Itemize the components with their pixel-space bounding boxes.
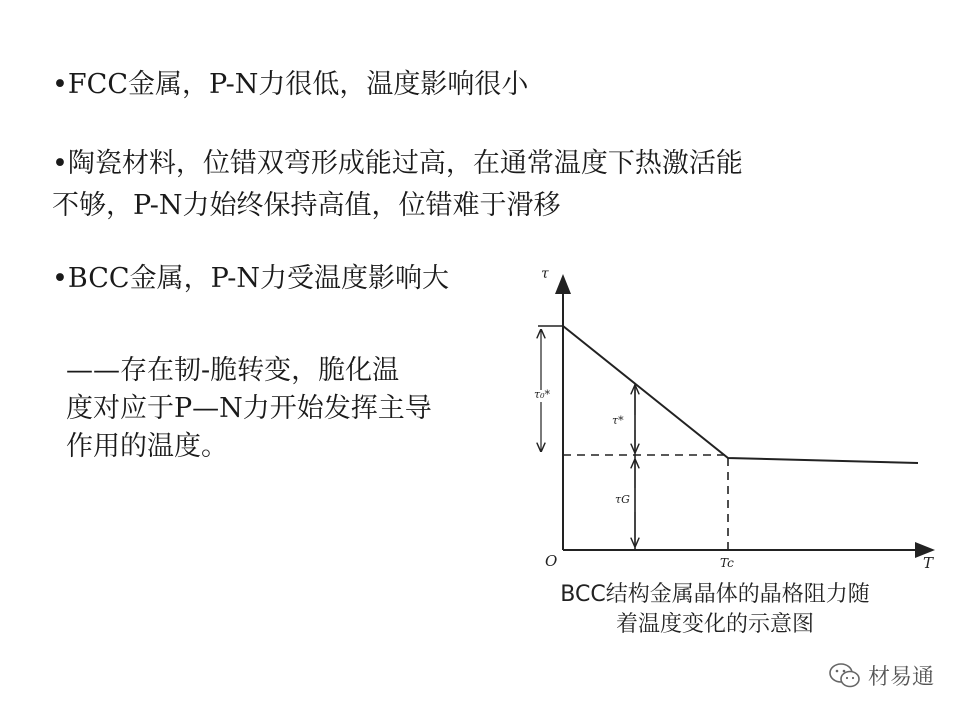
note-line1: ——存在韧-脆转变，脆化温 — [66, 355, 400, 386]
caption-line2: 着温度变化的示意图 — [615, 612, 814, 637]
note-line3: 作用的温度。 — [66, 431, 228, 462]
diagram-caption — [500, 580, 930, 640]
tc-label: Tc — [720, 556, 734, 570]
watermark — [828, 660, 934, 691]
wechat-icon — [828, 662, 862, 690]
bullet-bcc: •BCC金属，P-N力受温度影响大 — [52, 263, 450, 294]
note-line2: 度对应于P—N力开始发挥主导 — [66, 393, 432, 424]
bullet-fcc: •FCC金属，P-N力很低，温度影响很小 — [52, 69, 529, 100]
bullet-ceramic-line1: •陶瓷材料，位错双弯形成能过高，在通常温度下热激活能 — [52, 148, 743, 179]
tau-star-label: τ* — [612, 414, 624, 427]
tau0-label: τ₀* — [534, 388, 550, 401]
origin-label: O — [545, 552, 558, 570]
resistance-curve — [563, 326, 918, 463]
y-axis-label: τ — [541, 266, 549, 282]
watermark-text: 材易通 — [867, 665, 934, 690]
x-axis-label: T — [923, 554, 934, 572]
caption-line1: BCC结构金属晶体的晶格阻力随 — [560, 582, 870, 607]
tauG-label: τG — [615, 493, 630, 506]
bullet-ceramic-line2: 不够，P-N力始终保持高值，位错难于滑移 — [52, 190, 561, 221]
